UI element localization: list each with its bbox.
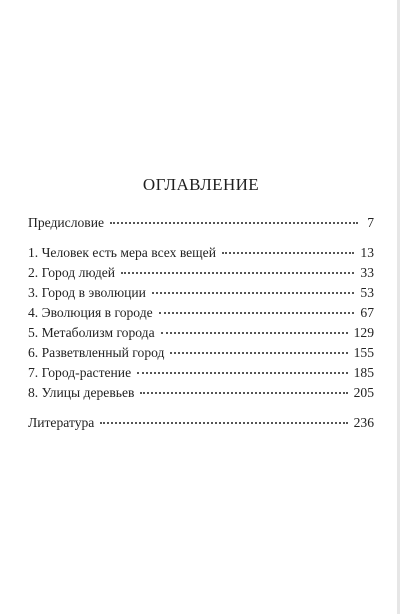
- toc-entry-page: 185: [353, 365, 374, 380]
- toc-entry-references: [28, 413, 374, 433]
- toc-dot-leader: [137, 371, 347, 374]
- toc-entry-label: Литература: [28, 415, 95, 430]
- toc-dot-leader: [140, 391, 347, 394]
- toc-entry-page: 236: [353, 415, 374, 430]
- toc-entry-label: 6. Разветвленный город: [28, 345, 165, 360]
- toc-entry-page: 7: [367, 215, 374, 230]
- toc-entry-page: 205: [353, 385, 374, 400]
- toc-entry-chapter-3: [28, 283, 374, 303]
- toc-entry-page: 33: [360, 265, 374, 280]
- toc-entry-page: 129: [353, 325, 374, 340]
- toc-title: ОГЛАВЛЕНИЕ: [142, 175, 260, 194]
- toc-entry-label: 5. Метаболизм города: [28, 325, 155, 340]
- toc-entry-chapter-8: [28, 383, 374, 403]
- toc-entry-label: 4. Эволюция в городе: [28, 305, 153, 320]
- toc-entry-chapter-2: [28, 263, 374, 283]
- toc-dot-leader: [121, 271, 354, 274]
- toc-dot-leader: [100, 421, 347, 424]
- toc-entry-label: 2. Город людей: [28, 265, 116, 280]
- toc-entry-chapter-5: [28, 323, 374, 343]
- toc-entry-page: 155: [353, 345, 374, 360]
- toc-dot-leader: [159, 311, 355, 314]
- toc-entry-page: 67: [360, 305, 374, 320]
- toc-dot-leader: [170, 351, 347, 354]
- toc-entry-label: 8. Улицы деревьев: [28, 385, 135, 400]
- toc-entry-preface: [28, 213, 374, 233]
- table-of-contents: [28, 0, 374, 614]
- toc-dot-leader: [161, 331, 348, 334]
- toc-entry-label: 7. Город-растение: [28, 365, 132, 380]
- toc-entry-label: 3. Город в эволюции: [28, 285, 146, 300]
- toc-entry-page: 53: [360, 285, 374, 300]
- toc-dot-leader: [222, 251, 354, 254]
- toc-entry-page: 13: [360, 245, 374, 260]
- toc-entry-chapter-4: [28, 303, 374, 323]
- toc-entry-chapter-7: [28, 363, 374, 383]
- toc-entry-chapter-1: [28, 243, 374, 263]
- toc-entry-label: Предисловие: [28, 215, 105, 230]
- toc-dot-leader: [152, 291, 354, 294]
- toc-entry-chapter-6: [28, 343, 374, 363]
- toc-dot-leader: [110, 221, 358, 224]
- toc-entry-label: 1. Человек есть мера всех вещей: [28, 245, 216, 260]
